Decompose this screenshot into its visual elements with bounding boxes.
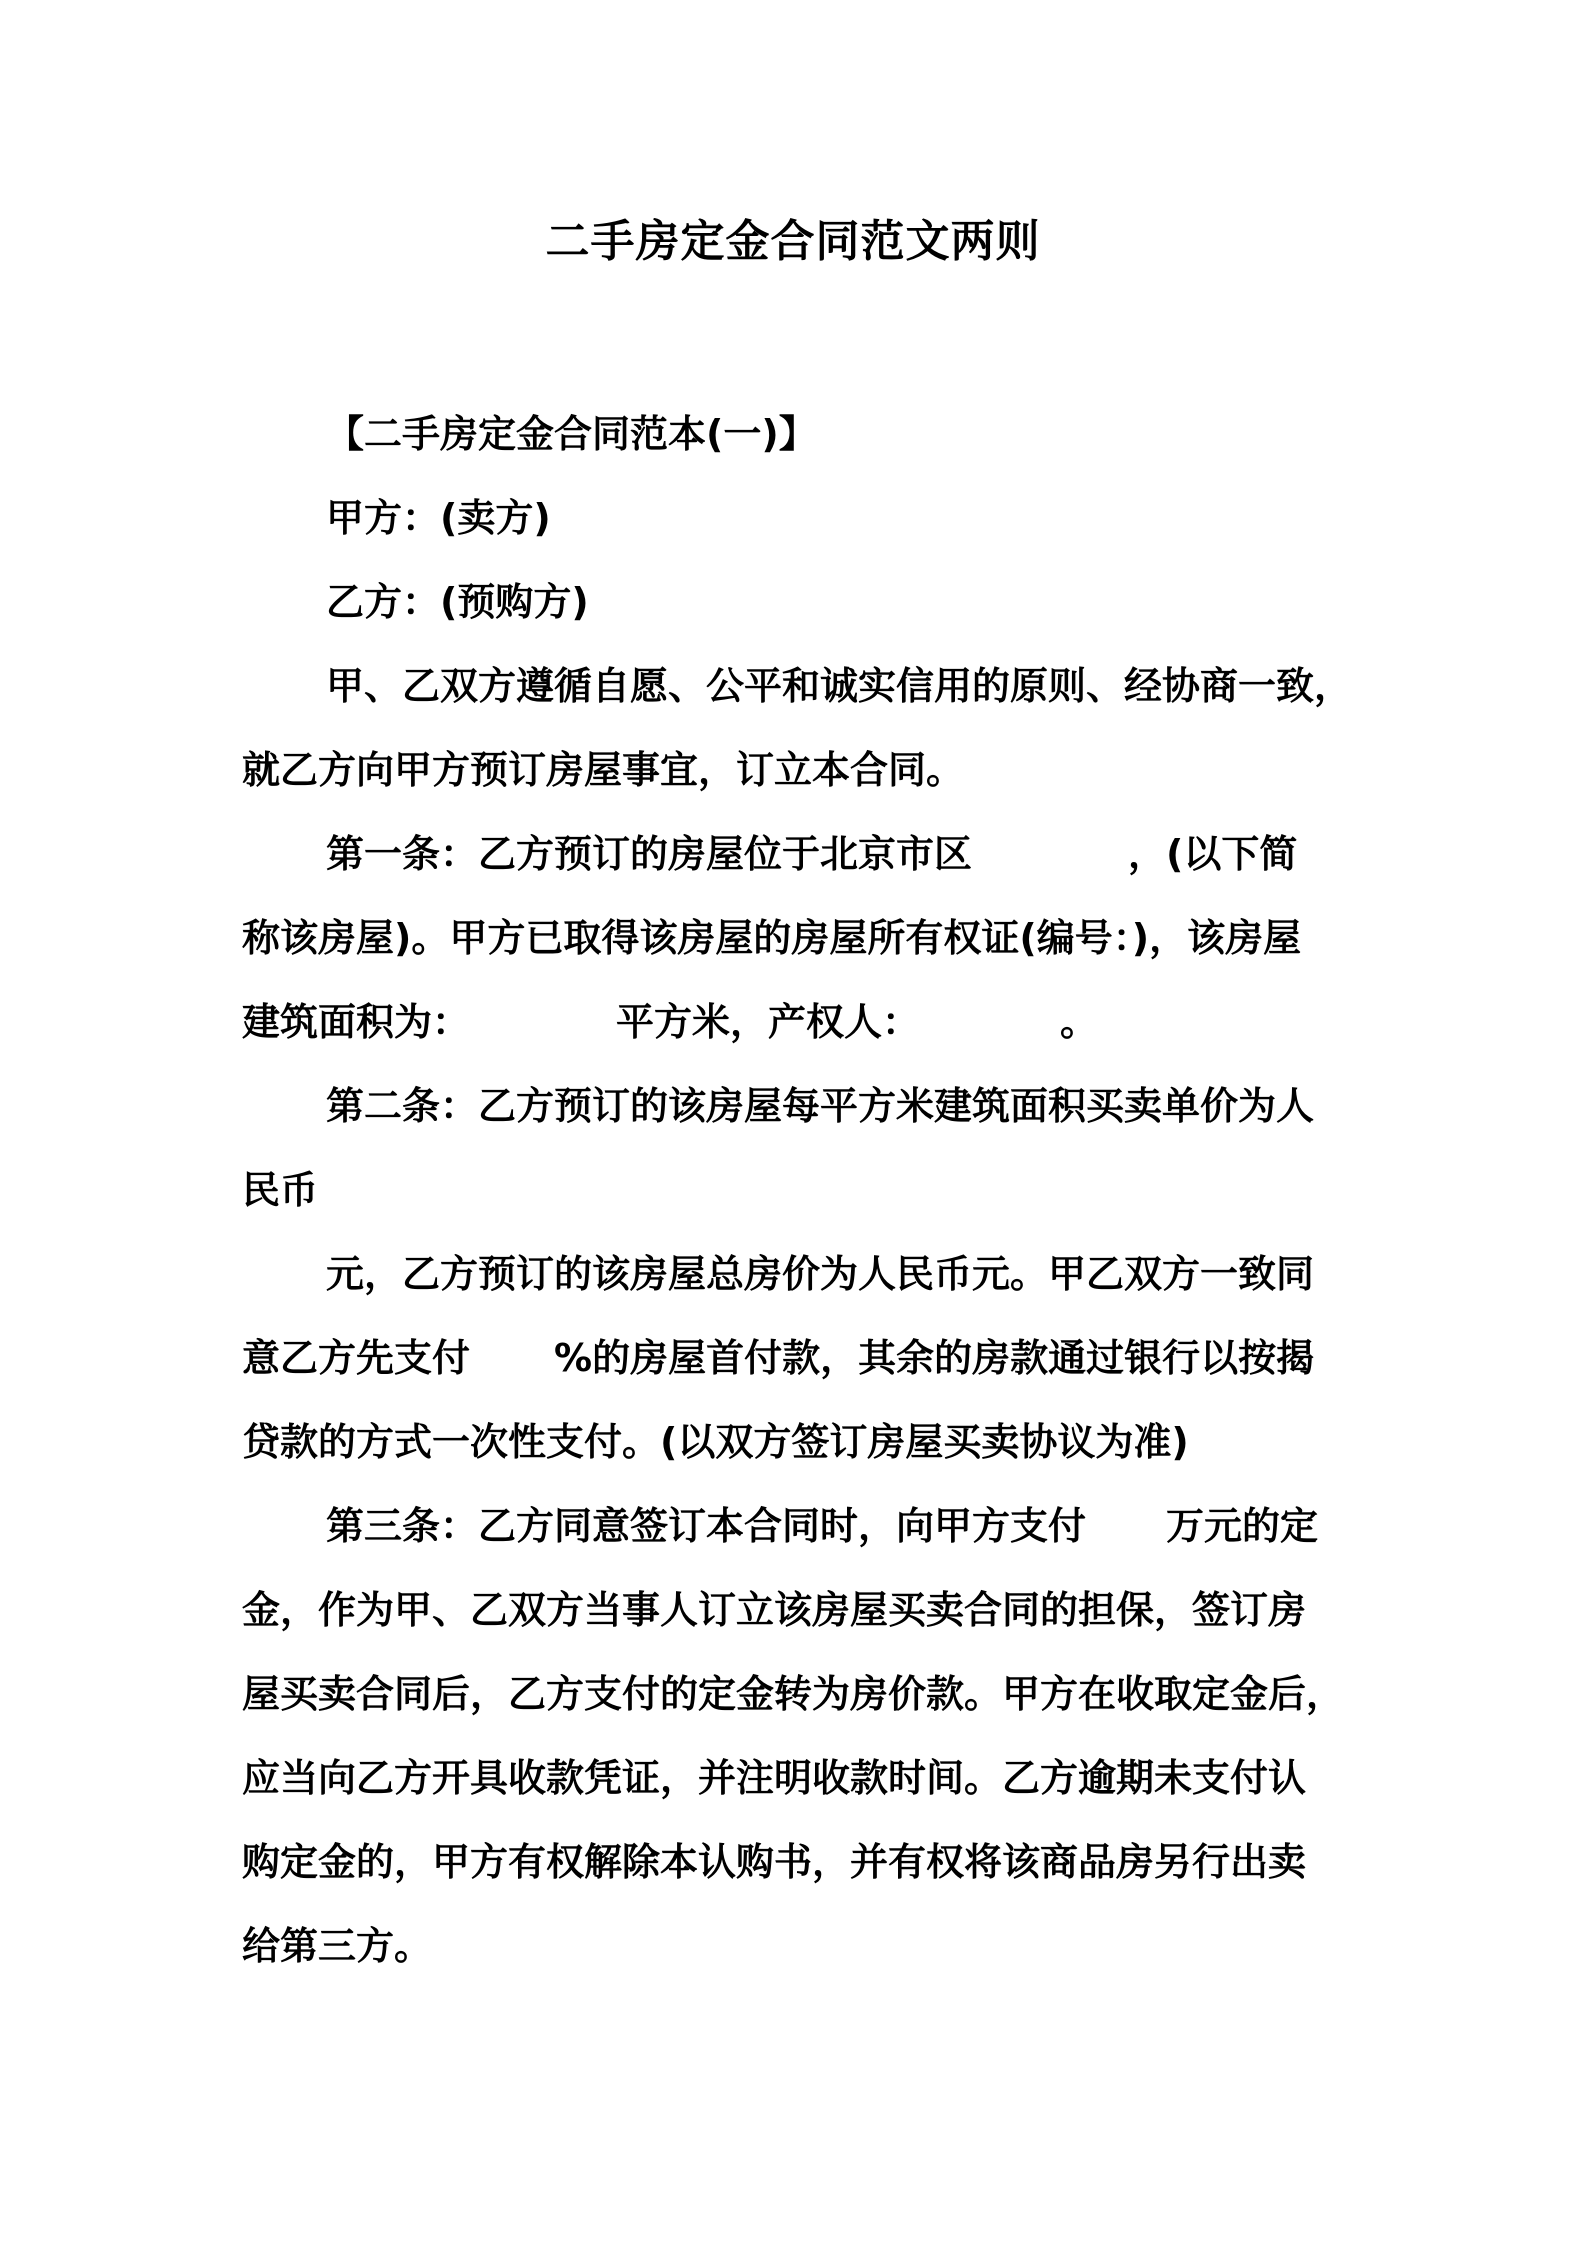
article3-line-1 [326, 1500, 1318, 1552]
article3-line-1-part-a: 第三条：乙方同意签订本合同时，向甲方支付 [326, 1504, 1087, 1548]
intro-line-2: 就乙方向甲方预订房屋事宜，订立本合同。 [242, 748, 965, 792]
article1-line-3 [242, 996, 1098, 1048]
article2-line-4-part-a: 意乙方先支付 [242, 1336, 471, 1380]
intro-line-1: 甲、乙双方遵循自愿、公平和诚实信用的原则、经协商一致， [326, 664, 1353, 708]
article1-line-1-part-b: ，(以下简 [1128, 832, 1298, 876]
article2-line-5: 贷款的方式一次性支付。(以双方签订房屋买卖协议为准) [242, 1420, 1189, 1464]
article2-line-1: 第二条：乙方预订的该房屋每平方米建筑面积买卖单价为人 [326, 1084, 1315, 1128]
article3-line-3: 屋买卖合同后，乙方支付的定金转为房价款。甲方在收取定金后， [242, 1672, 1345, 1716]
article3-line-5: 购定金的，甲方有权解除本认购书，并有权将该商品房另行出卖 [242, 1840, 1307, 1884]
article1-line-3-part-c: 。 [1060, 1000, 1099, 1044]
article1-line-2: 称该房屋)。甲方已取得该房屋的房屋所有权证(编号：)，该房屋 [242, 916, 1302, 960]
article3-line-1-part-b: 万元的定 [1166, 1504, 1319, 1548]
article2-line-4 [242, 1332, 1314, 1384]
article1-line-3-part-b: 平方米，产权人： [616, 1000, 921, 1044]
document-title: 二手房定金合同范文两则 [545, 216, 1041, 267]
article1-line-3-part-a: 建筑面积为： [242, 1000, 471, 1044]
article2-line-3: 元，乙方预订的该房屋总房价为人民币元。甲乙双方一致同 [326, 1252, 1315, 1296]
section-heading: 【二手房定金合同范本(一)】 [326, 412, 817, 456]
party-b-line: 乙方：(预购方) [326, 580, 589, 624]
article3-line-2: 金，作为甲、乙双方当事人订立该房屋买卖合同的担保，签订房 [242, 1588, 1307, 1632]
article1-line-1 [326, 828, 1297, 880]
article2-line-4-part-b: %的房屋首付款，其余的房款通过银行以按揭 [554, 1336, 1315, 1380]
party-a-line: 甲方：(卖方) [326, 496, 551, 540]
article3-line-4: 应当向乙方开具收款凭证，并注明收款时间。乙方逾期未支付认 [242, 1756, 1307, 1800]
article2-line-2: 民币 [242, 1168, 319, 1212]
article1-line-1-part-a: 第一条：乙方预订的房屋位于北京市区 [326, 832, 973, 876]
article3-line-6: 给第三方。 [242, 1924, 433, 1968]
